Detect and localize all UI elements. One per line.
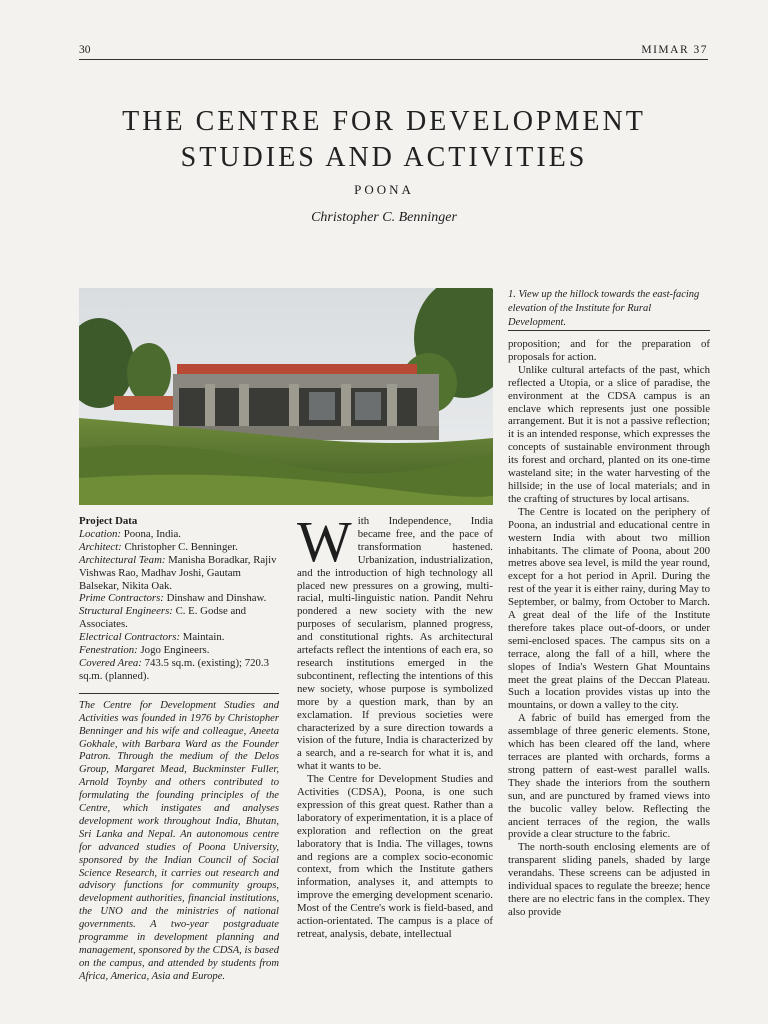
caption-rule xyxy=(508,330,710,331)
column-1 xyxy=(79,515,279,984)
project-data-label: Location: xyxy=(79,527,121,540)
project-data-item xyxy=(79,528,279,541)
title-line-2: STUDIES AND ACTIVITIES xyxy=(180,142,588,173)
header-rule xyxy=(79,59,708,60)
project-data-item xyxy=(79,631,279,644)
body-paragraph-4: Unlike cultural artefacts of the past, which reflected a Utopia, or a slice of paradise, the environment at the CDSA campus is an enclave which represents just one possible arrangement. But it is not a passive reflection; it is an intended response, which expresses the concepts of sustainable environment through its forest and orchard, planted on its one-time wasteland site; in the water harvesting of the hillside; in the use of local materials; and in the crafting of structures by local artisans. xyxy=(508,363,710,505)
project-data-label: Covered Area: xyxy=(79,656,142,669)
journal-name: MIMAR 37 xyxy=(641,44,708,56)
project-data-value: 743.5 sq.m. (existing); 720.3 sq.m. (planned). xyxy=(79,656,270,682)
body-paragraph-6: A fabric of build has emerged from the assemblage of three generic elements. Stone, which has been cleared off the land, where terraces are planted with orchards, forms a strong pattern of east-west parallel walls. They shade the interiors from the southern sun, and are punctured by framed views into the bucolic valley below. Reflecting the ancient terraces of the region, the walls provide a clear structure to the fabric. xyxy=(508,712,710,841)
article-subtitle: POONA xyxy=(354,182,414,197)
project-data-value: Poona, India. xyxy=(121,527,181,540)
title-line-1: THE CENTRE FOR DEVELOPMENT xyxy=(122,106,646,137)
article-author: Christopher C. Benninger xyxy=(311,210,457,225)
body-paragraph-5: The Centre is located on the periphery of Poona, an industrial and educational centre in western India with about two million inhabitants. The climate of Poona, about 200 metres above sea level, is mild the year round, except for a hot period in April. During the rest of the year it is either rainy, during May to September, or balmy, from October to March. A great deal of the life of the Institute therefore takes place out-of-doors, or under semi-enclosed spaces. The campus sits on a terrace, along the fall of a hill, where the slopes of India's Western Ghat Mountains meet the great plains of the Deccan Plateau. Such a location provides vistas up into the mountains, or down a valley to the city. xyxy=(508,505,710,712)
column-2 xyxy=(297,509,493,941)
project-data-list xyxy=(79,528,279,683)
body-paragraph-1: ith Independence, India became free, and the pace of transformation hastened. Urbanization, industrialization, and the introduction of high technology all placed new pressures on a growing, multi-racial, multi-linguistic nation. Pandit Nehru pondered a new society with the new purposes of secularism, planned progress, and constitutional rights. As architectural artefacts reflect the intentions of each era, so research institutions emerged in the subcontinent, reflecting the intentions of this new society, whose purpose is symbolized more by a question mark, than by an exclamation. If previous societies were characterized by a sure direction towards a vision of the future, India is characterized by a search, and a re-search for what it is, and what it wants to be. xyxy=(297,515,493,773)
page-number: 30 xyxy=(79,44,91,56)
project-data-item xyxy=(79,605,279,631)
project-data-item xyxy=(79,541,279,554)
project-data-value: Jogo Engineers. xyxy=(137,644,210,657)
dropcap: W xyxy=(297,509,352,574)
building-photo-illustration xyxy=(79,288,493,505)
article-title xyxy=(60,104,708,176)
photo-caption: 1. View up the hillock towards the east-facing elevation of the Institute for Rural Development. xyxy=(508,289,700,328)
project-data-label: Architect: xyxy=(79,540,122,553)
project-data-heading: Project Data xyxy=(79,515,138,527)
project-data-rule xyxy=(79,693,279,694)
project-data-item xyxy=(79,644,279,657)
building-photo xyxy=(79,288,493,505)
project-data-value: C. E. Godse and Associates. xyxy=(79,605,247,631)
project-data-label: Fenestration: xyxy=(79,644,138,657)
project-data-label: Prime Contractors: xyxy=(79,592,164,605)
body-paragraph-2: The Centre for Development Studies and Activities (CDSA), Poona, is one such expression of this great quest. Rather than a laboratory of experimentation, it is a place of exploration and reflection on the great laboratory that is India. The villages, towns and regions are a complex socio-economic context, from which the Institute gathers information, analyses it, and attempts to improve the emerging development scenario. Most of the Centre's work is field-based, and action-orientated. The campus is a place of retreat, analysis, debate, intellectual xyxy=(297,773,493,940)
project-data-label: Architectural Team: xyxy=(79,553,166,566)
project-data-label: Electrical Contractors: xyxy=(79,631,181,644)
running-header xyxy=(79,44,708,60)
project-data-value: Christopher C. Benninger. xyxy=(121,540,238,553)
column-3 xyxy=(508,338,710,919)
project-data-item xyxy=(79,554,279,593)
body-paragraph-3: proposition; and for the preparation of proposals for action. xyxy=(508,338,710,363)
project-data-label: Structural Engineers: xyxy=(79,605,173,618)
project-data-item xyxy=(79,592,279,605)
body-paragraph-7: The north-south enclosing elements are of transparent sliding panels, shaded by large verandahs. These screens can be adjusted in individual spaces to regulate the breeze; hence there are no electric fans in the complex. They also provide xyxy=(508,841,710,918)
intro-paragraph: The Centre for Development Studies and Activities was founded in 1976 by Christopher Benninger and his wife and colleague, Aneeta Gokhale, with Barbara Ward as the Founder Patron. Through the medium of the Delos Group, Margaret Mead, Buckminster Fuller, Arnold Toynby and others contributed to formulating the founding principles of the Centre, which instigates and analyses development work throughout India, Bhutan, Sri Lanka and Nepal. An autonomous centre for advanced studies of Poona University, sponsored by the Indian Council of Social Science Research, it carries out research and advisory functions for community groups, development authorities, financial institutions, the UNO and the ministries of national governments. A two-year postgraduate programme in development planning and management, sponsored by the CDSA, is based on the campus, and attended by students from Africa, America, Asia and Europe. xyxy=(79,699,279,982)
project-data-value: Dinshaw and Dinshaw. xyxy=(163,592,267,605)
project-data-value: Maintain. xyxy=(180,631,225,644)
project-data-value: Manisha Boradkar, Rajiv Vishwas Rao, Madhav Joshi, Gautam Balsekar, Nikita Oak. xyxy=(79,553,277,592)
project-data-item xyxy=(79,657,279,683)
